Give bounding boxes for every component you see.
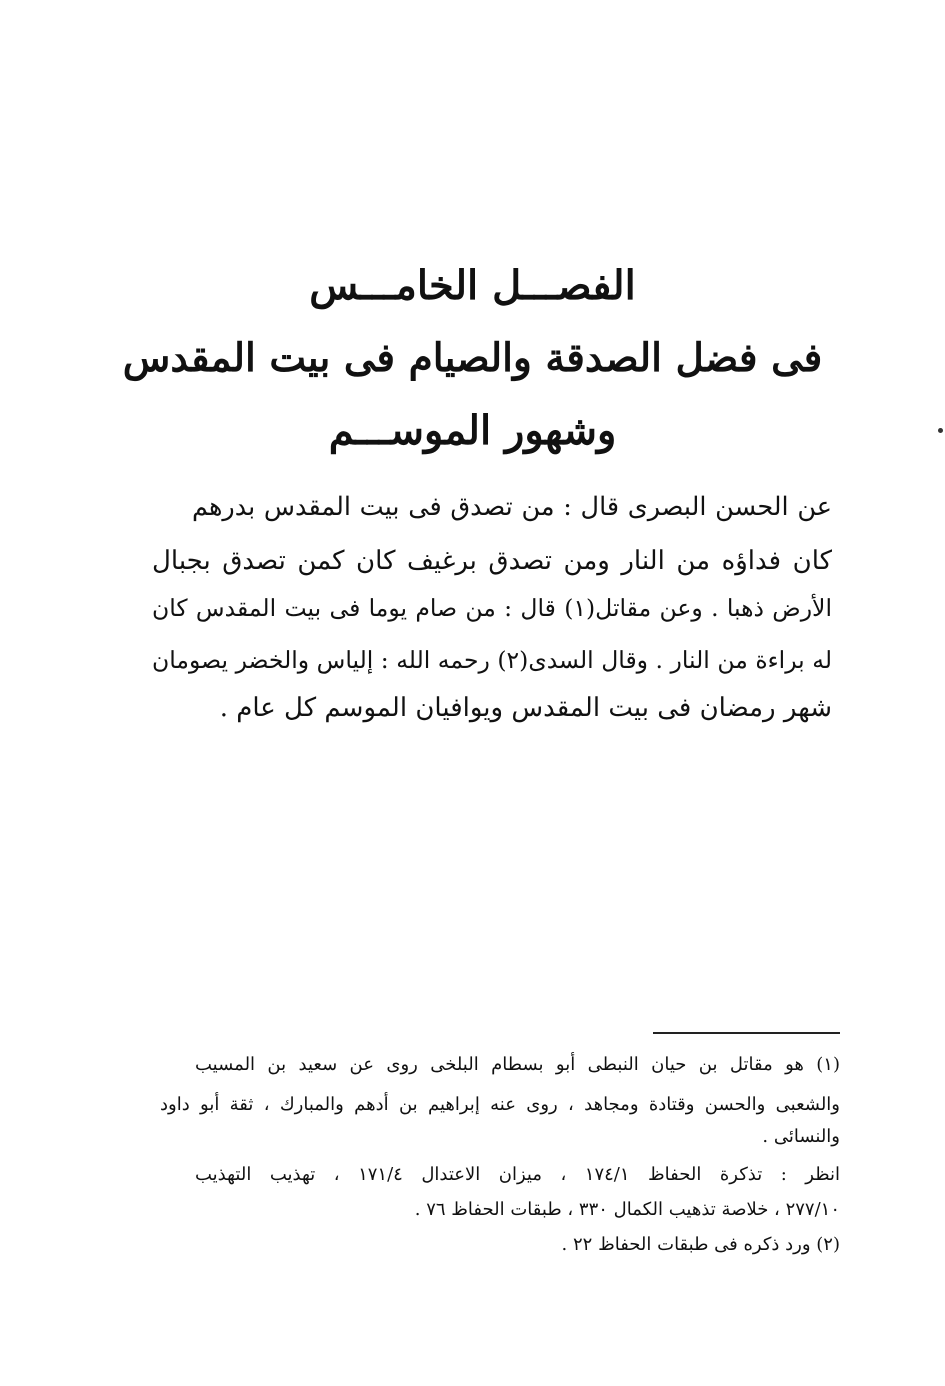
footnote-line: والشعبى والحسن وقتادة ومجاهد ، روى عنه إبراهيم بن أدهم والمبارك ، ثقة أبو داود xyxy=(160,1094,840,1115)
footnote-line: والنسائى . xyxy=(762,1126,840,1147)
footnote-line: ٢٧٧/١٠ ، خلاصة تذهيب الكمال ٣٣٠ ، طبقات الحفاظ ٧٦ . xyxy=(414,1199,840,1220)
footnote-line: (١) هو مقاتل بن حيان النبطى أبو بسطام البلخى روى عن سعيد بن المسيب xyxy=(195,1054,840,1075)
chapter-heading: الفصـــل الخامـــس xyxy=(309,262,636,309)
body-line: كان فداؤه من النار ومن تصدق برغيف كان كمن تصدق بجبال xyxy=(152,546,832,576)
body-line: الأرض ذهبا . وعن مقاتل(١) قال : من صام يوما فى بيت المقدس كان xyxy=(152,594,832,622)
chapter-title-line-1: فى فضل الصدقة والصيام فى بيت المقدس xyxy=(122,335,823,381)
chapter-title-line-2: وشهور الموســـم xyxy=(328,407,617,454)
body-line: له براءة من النار . وقال السدى(٢) رحمه الله : إلياس والخضر يصومان xyxy=(152,646,832,674)
body-line: شهر رمضان فى بيت المقدس ويوافيان الموسم كل عام . xyxy=(219,693,832,723)
footnote-separator xyxy=(653,1032,840,1034)
footnote-line: (٢) ورد ذكره فى طبقات الحفاظ ٢٢ . xyxy=(561,1234,840,1255)
body-line: عن الحسن البصرى قال : من تصدق فى بيت المقدس بدرهم xyxy=(192,492,832,522)
scan-speck xyxy=(938,428,943,433)
footnote-line: انظر : تذكرة الحفاظ ١٧٤/١ ، ميزان الاعتدال ١٧١/٤ ، تهذيب التهذيب xyxy=(195,1164,841,1185)
